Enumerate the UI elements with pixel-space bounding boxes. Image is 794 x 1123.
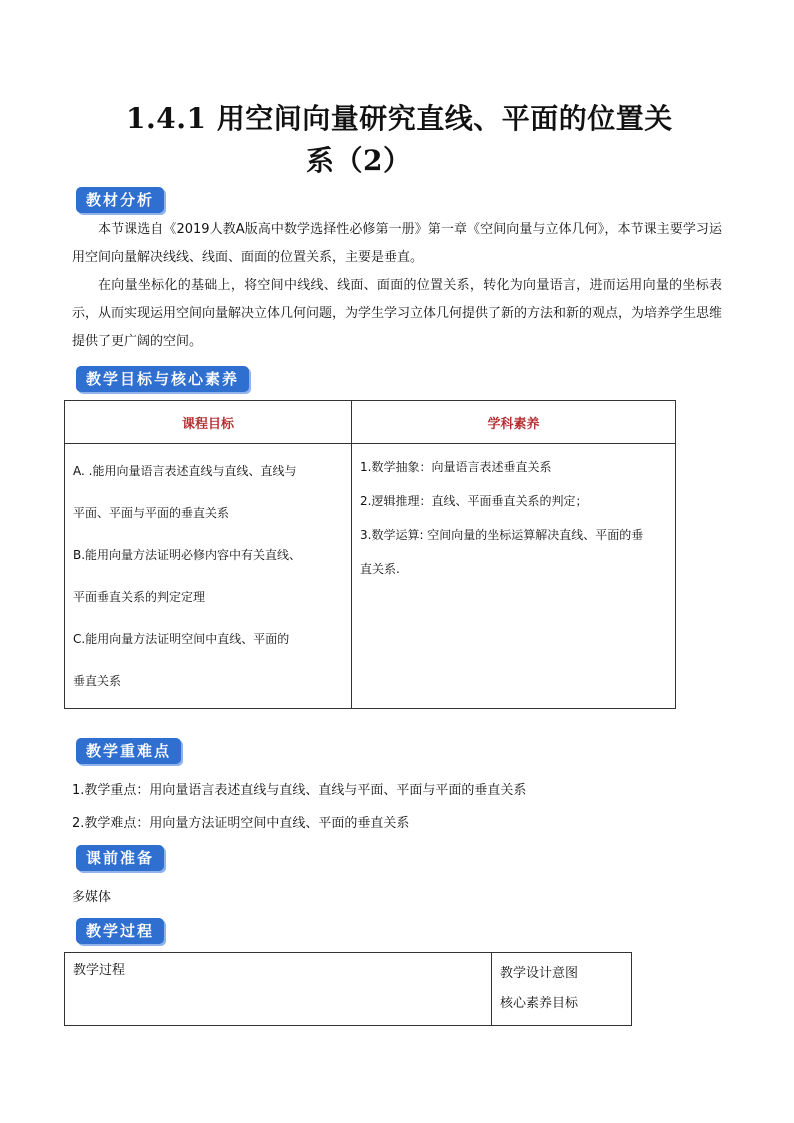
goals-literacy-cell bbox=[352, 444, 676, 709]
course-goal-line: C.能用向量方法证明空间中直线、平面的 bbox=[73, 632, 290, 646]
section-tag-prep: 课前准备 bbox=[76, 845, 164, 871]
section-tag-keypoints: 教学重难点 bbox=[76, 738, 181, 764]
prep-text: 多媒体 bbox=[72, 890, 112, 905]
analysis-paragraph-2: 在向量坐标化的基础上，将空间中线线、线面、面面的位置关系，转化为向量语言，进而运用向量的坐标表示，从而实现运用空间向量解决立体几何问题，为学生学习立体几何提供了新的方法和新的观点，为培养学生思维提供了更广阔的空间。 bbox=[72, 278, 723, 349]
literacy-line: 3.数学运算: 空间向量的坐标运算解决直线、平面的垂 bbox=[360, 528, 644, 542]
design-intent-label: 教学设计意图 bbox=[500, 966, 579, 981]
design-intent-cell bbox=[492, 953, 632, 1026]
process-cell: 教学过程 bbox=[65, 953, 492, 1026]
goals-table-body-row bbox=[65, 444, 676, 709]
title-line-2: 系（2） bbox=[306, 144, 412, 177]
goals-table bbox=[64, 400, 676, 709]
process-table-row bbox=[65, 953, 632, 1026]
course-goal-line: 平面垂直关系的判定定理 bbox=[73, 590, 206, 604]
course-goal-line: A. .能用向量语言表述直线与直线、直线与 bbox=[73, 464, 297, 478]
core-literacy-label: 核心素养目标 bbox=[500, 996, 579, 1011]
course-goal-line: 平面、平面与平面的垂直关系 bbox=[73, 506, 230, 520]
section-tag-process: 教学过程 bbox=[76, 918, 164, 944]
title-line-1: 1.4.1 用空间向量研究直线、平面的位置关 bbox=[126, 102, 673, 135]
goals-header-course: 课程目标 bbox=[65, 401, 352, 444]
course-goal-line: B.能用向量方法证明必修内容中有关直线、 bbox=[73, 548, 302, 562]
literacy-line: 1.数学抽象：向量语言表述垂直关系 bbox=[360, 460, 552, 474]
goals-table-header-row bbox=[65, 401, 676, 444]
page-title bbox=[126, 98, 736, 182]
literacy-line: 2.逻辑推理：直线、平面垂直关系的判定； bbox=[360, 494, 588, 508]
analysis-paragraph-1: 本节课选自《2019人教A版高中数学选择性必修第一册》第一章《空间向量与立体几何》，本节课主要学习运用空间向量解决线线、线面、面面的位置关系，主要是垂直。 bbox=[72, 222, 722, 265]
section-tag-goals: 教学目标与核心素养 bbox=[76, 366, 249, 392]
keypoint-focus: 1.教学重点：用向量语言表述直线与直线、直线与平面、平面与平面的垂直关系 bbox=[72, 783, 527, 798]
course-goal-line: 垂直关系 bbox=[73, 674, 122, 688]
literacy-line: 直关系. bbox=[360, 562, 400, 576]
keypoint-difficulty: 2.教学难点：用向量方法证明空间中直线、平面的垂直关系 bbox=[72, 816, 410, 831]
process-table bbox=[64, 952, 632, 1026]
goals-header-literacy: 学科素养 bbox=[352, 401, 676, 444]
section-tag-analysis: 教材分析 bbox=[76, 187, 164, 213]
goals-course-cell bbox=[65, 444, 352, 709]
